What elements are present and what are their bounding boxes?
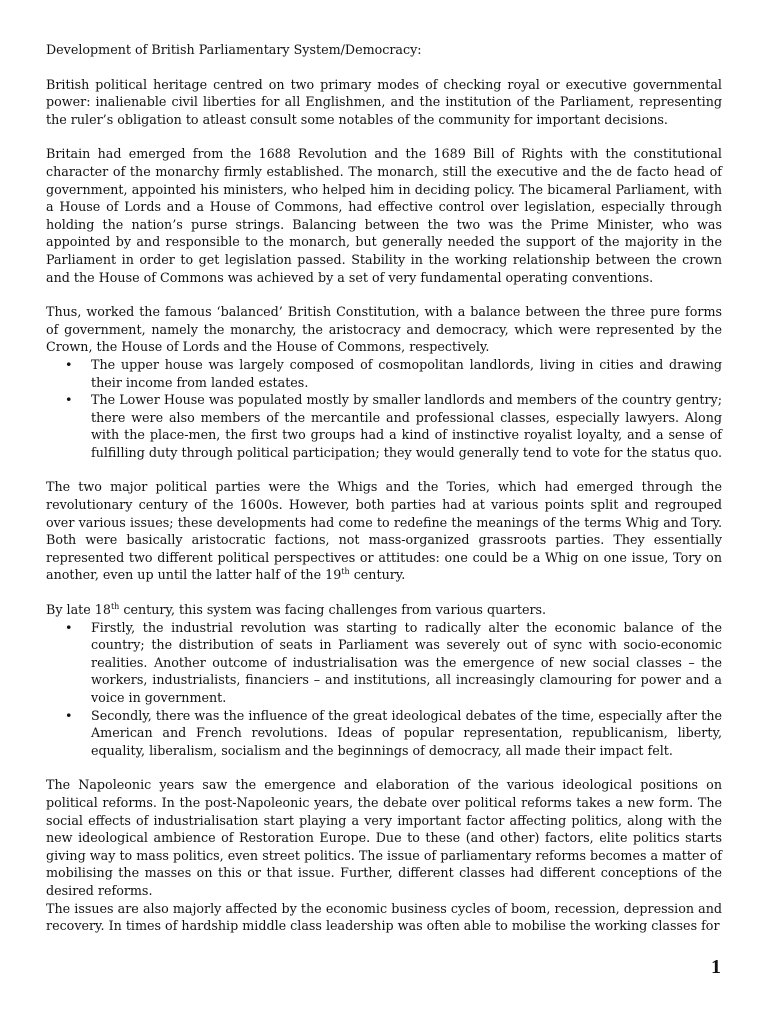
paragraph-revolution: Britain had emerged from the 1688 Revolution and the 1689 Bill of Rights with the constitutional character of the monarchy firmly established. The monarch, still the executive and the de facto head of government, appointed his ministers, who helped him in deciding policy. The bicameral Parliament, with a House of Lords and a House of Commons, had effective control over legislation, especially through holding the nation’s purse strings. Balancing between the two was the Prime Minister, who was appointed by and responsible to the monarch, but generally needed the support of the majority in the Parliament in order to get legislation passed. Stability in the working relationship between the crown and the House of Commons was achieved by a set of very fundamental operating conventions. [46, 146, 722, 285]
bullet-icon: • [65, 619, 73, 635]
ordinal-suffix: th [341, 567, 350, 577]
document-title: Development of British Parliamentary System/Democracy: [46, 42, 422, 57]
bullet-icon: • [65, 707, 73, 723]
paragraph-parties-end: century. [349, 567, 406, 583]
paragraph-heritage: British political heritage centred on two primary modes of checking royal or executive governmental power: inalienable civil liberties for all Englishmen, and the institution of the Parliament, representing the ruler’s obligation to atleast consult some notables of the community for important decisions. [46, 76, 722, 127]
paragraph-challenges-end: century, this system was facing challenges from various quarters. [119, 602, 547, 618]
list-item-text: The upper house was largely composed of cosmopolitan landlords, living in cities and drawing their income from landed estates. [91, 356, 722, 390]
paragraph-challenges-text: By late 18 [46, 602, 111, 618]
paragraph-napoleonic: The Napoleonic years saw the emergence and elaboration of the various ideological positions on political reforms. In the post-Napoleonic years, the debate over political reforms takes a new form. The social effects of industrialisation start playing a very important factor affecting politics, along with the new ideological ambience of Restoration Europe. Due to these (and other) factors, elite politics starts giving way to mass politics, even street politics. The issue of parliamentary reforms becomes a matter of mobilising the masses on this or that issue. Further, different classes had different conceptions of the desired reforms. [46, 777, 722, 898]
list-item [46, 356, 722, 391]
paragraph-balanced-constitution: Thus, worked the famous ‘balanced’ British Constitution, with a balance between the three pure forms of government, namely the monarchy, the aristocracy and democracy, which were represented by the Crown, the House of Lords and the House of Commons, respectively. [46, 304, 722, 355]
paragraph-challenges [46, 601, 722, 619]
page-number: 1 [711, 956, 721, 978]
paragraph-parties-text: The two major political parties were the Whigs and the Tories, which had emerged through the revolutionary century of the 1600s. However, both parties had at various points split and regrouped over various issues; these developments had come to redefine the meanings of the terms Whig and Tory. Both were basically aristocratic factions, not mass-organized grassroots parties. They essentially represented two different political perspectives or attitudes: one could be a Whig on one issue, Tory on another, even up until the latter half of the 19 [46, 479, 722, 583]
list-item-text: Firstly, the industrial revolution was starting to radically alter the economic balance of the country; the distribution of seats in Parliament was severely out of sync with socio-economic realities. Another outcome of industrialisation was the emergence of new social classes – the workers, industrialists, financiers – and institutions, all increasingly clamouring for power and a voice in government. [91, 619, 722, 705]
paragraph-business-cycles: The issues are also majorly affected by the economic business cycles of boom, recession, depression and recovery. In times of hardship middle class leadership was often able to mobilise the working classes for [46, 900, 722, 934]
list-item-text: Secondly, there was the influence of the great ideological debates of the time, especially after the American and French revolutions. Ideas of popular representation, republicanism, liberty, equality, liberalism, socialism and the beginnings of democracy, all made their impact felt. [91, 707, 722, 758]
challenges-bullet-list [46, 619, 722, 760]
list-item [46, 707, 722, 760]
list-item [46, 619, 722, 707]
ordinal-suffix: th [110, 601, 120, 611]
list-item-text: The Lower House was populated mostly by smaller landlords and members of the country gentry; there were also members of the mercantile and professional classes, especially lawyers. Along with the place-men, the first two groups had a kind of instinctive royalist loyalty, and a sense of fulfilling duty through political participation; they would generally tend to vote for the status quo. [91, 392, 723, 460]
bullet-icon: • [65, 356, 73, 372]
bullet-icon: • [65, 392, 73, 408]
list-item [46, 391, 722, 461]
houses-bullet-list [46, 356, 722, 462]
paragraph-parties [46, 478, 722, 584]
